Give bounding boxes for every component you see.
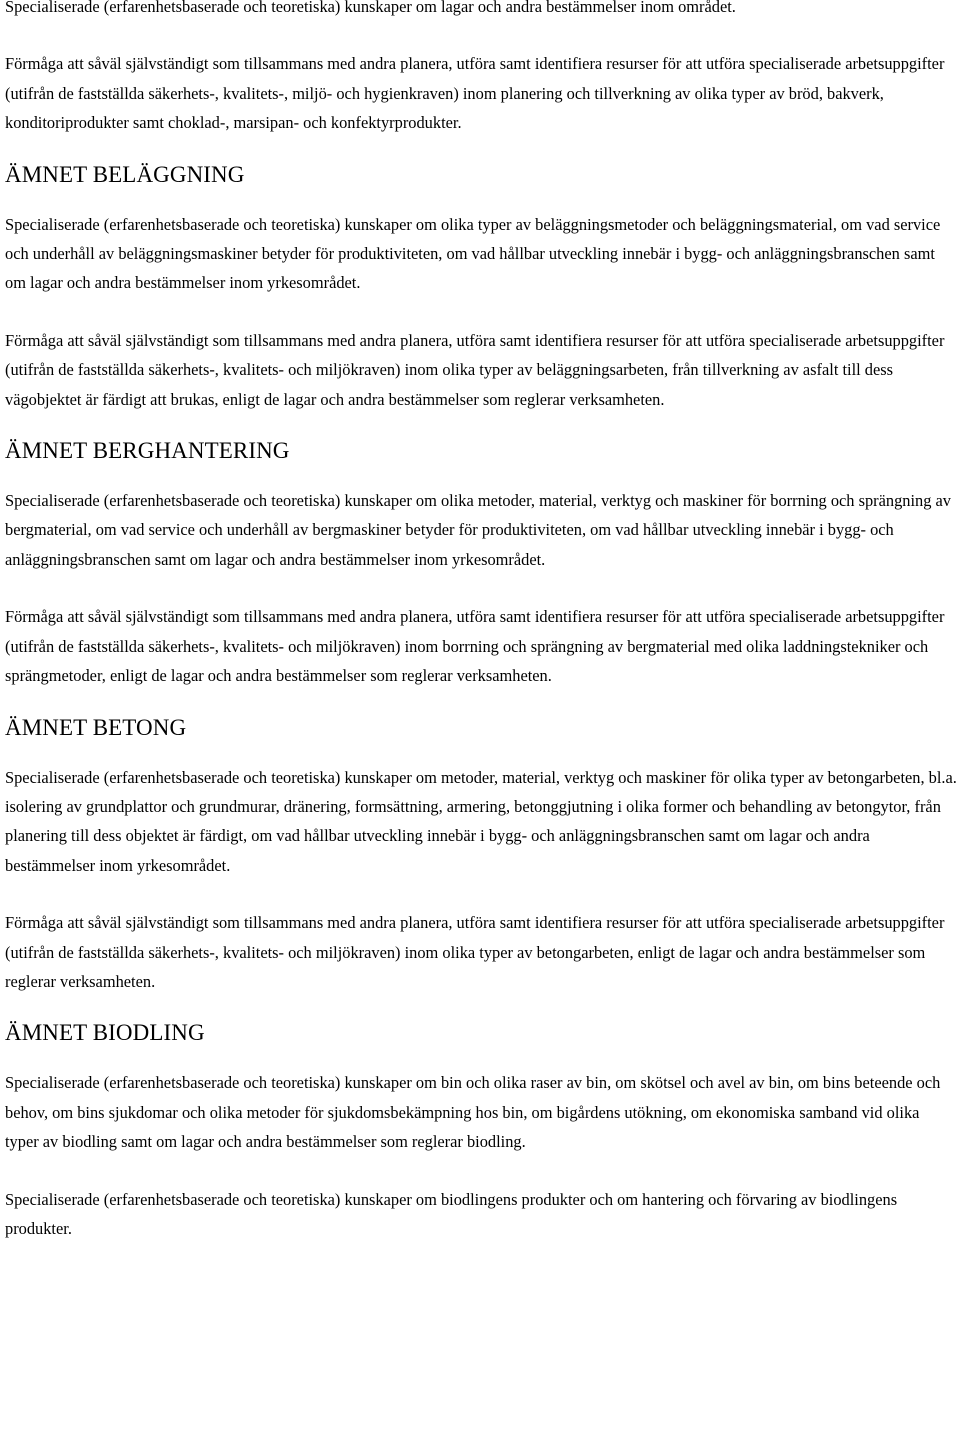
section-knowledge-paragraph: Specialiserade (erfarenhetsbaserade och teoretiska) kunskaper om olika metoder, material, verktyg och maskiner för borrning och sprängning av bergmaterial, om vad service och underhåll av bergmaskiner betyder för produktiviteten, om vad hållbar utveckling innebär i bygg- och anläggningsbranschen samt om lagar och andra bestämmelser inom yrkesområdet. [5, 491, 951, 569]
section-belaggning [5, 160, 957, 414]
section-heading: ÄMNET BIODLING [5, 1020, 205, 1046]
section-heading: ÄMNET BELÄGGNING [5, 161, 245, 187]
section-knowledge-paragraph: Specialiserade (erfarenhetsbaserade och teoretiska) kunskaper om metoder, material, verktyg och maskiner för olika typer av betongarbeten, bl.a. isolering av grundplattor och grundmurar, dränering, formsättning, armering, betonggjutning i olika former och behandling av betongytor, från planering till dess objektet är färdigt, om vad hållbar utveckling innebär i bygg- och anläggningsbranschen samt om lagar och andra bestämmelser inom yrkesområdet. [5, 767, 957, 875]
section-ability-paragraph: Förmåga att såväl självständigt som tillsammans med andra planera, utföra samt identifiera resurser för att utföra specialiserade arbetsuppgifter (utifrån de fastställda säkerhets-, kvalitets- och miljökraven) inom olika typer av betongarbeten, enligt de lagar och andra bestämmelser som reglerar verksamheten. [5, 913, 945, 991]
section-heading: ÄMNET BERGHANTERING [5, 438, 290, 464]
section-ability-paragraph: Förmåga att såväl självständigt som tillsammans med andra planera, utföra samt identifiera resurser för att utföra specialiserade arbetsuppgifter (utifrån de fastställda säkerhets-, kvalitets- och miljökraven) inom olika typer av beläggningsarbeten, från tillverkning av asfalt till dess vägobjektet är färdigt att brukas, enligt de lagar och andra bestämmelser som reglerar verksamheten. [5, 330, 945, 409]
document-page [5, 0, 957, 1243]
section-products-paragraph: Specialiserade (erfarenhetsbaserade och teoretiska) kunskaper om biodlingens produkter och om hantering och förvaring av biodlingens produkter. [5, 1189, 898, 1238]
section-knowledge-paragraph: Specialiserade (erfarenhetsbaserade och teoretiska) kunskaper om bin och olika raser av bin, om skötsel och avel av bin, om bins beteende och behov, om bins sjukdomar och olika metoder för sjukdomsbekämpning hos bin, om bigårdens utökning, om ekonomiska samband vid olika typer av biodling samt om lagar och andra bestämmelser som reglerar biodling. [5, 1073, 941, 1152]
intro-paragraph-ability: Förmåga att såväl självständigt som tillsammans med andra planera, utföra samt identifiera resurser för att utföra specialiserade arbetsuppgifter (utifrån de fastställda säkerhets-, kvalitets-, miljö- och hygienkraven) inom planering och tillverkning av olika typer av bröd, bakverk, konditoriprodukter samt choklad-, marsipan- och konfektyrprodukter. [5, 54, 945, 133]
section-betong [5, 713, 957, 997]
section-heading: ÄMNET BETONG [5, 714, 187, 740]
section-ability-paragraph: Förmåga att såväl självständigt som tillsammans med andra planera, utföra samt identifiera resurser för att utföra specialiserade arbetsuppgifter (utifrån de fastställda säkerhets-, kvalitets- och miljökraven) inom borrning och sprängning av bergmaterial med olika laddningstekniker och sprängmetoder, enligt de lagar och andra bestämmelser som reglerar verksamheten. [5, 607, 945, 686]
section-berghantering [5, 436, 957, 690]
intro-paragraph-laws: Specialiserade (erfarenhetsbaserade och teoretiska) kunskaper om lagar och andra bestämmelser inom området. [5, 0, 736, 16]
section-biodling [5, 1018, 957, 1243]
section-knowledge-paragraph: Specialiserade (erfarenhetsbaserade och teoretiska) kunskaper om olika typer av beläggningsmetoder och beläggningsmaterial, om vad service och underhåll av beläggningsmaskiner betyder för produktiviteten, om vad hållbar utveckling innebär i bygg- och anläggningsbranschen samt om lagar och andra bestämmelser inom yrkesområdet. [5, 214, 941, 293]
